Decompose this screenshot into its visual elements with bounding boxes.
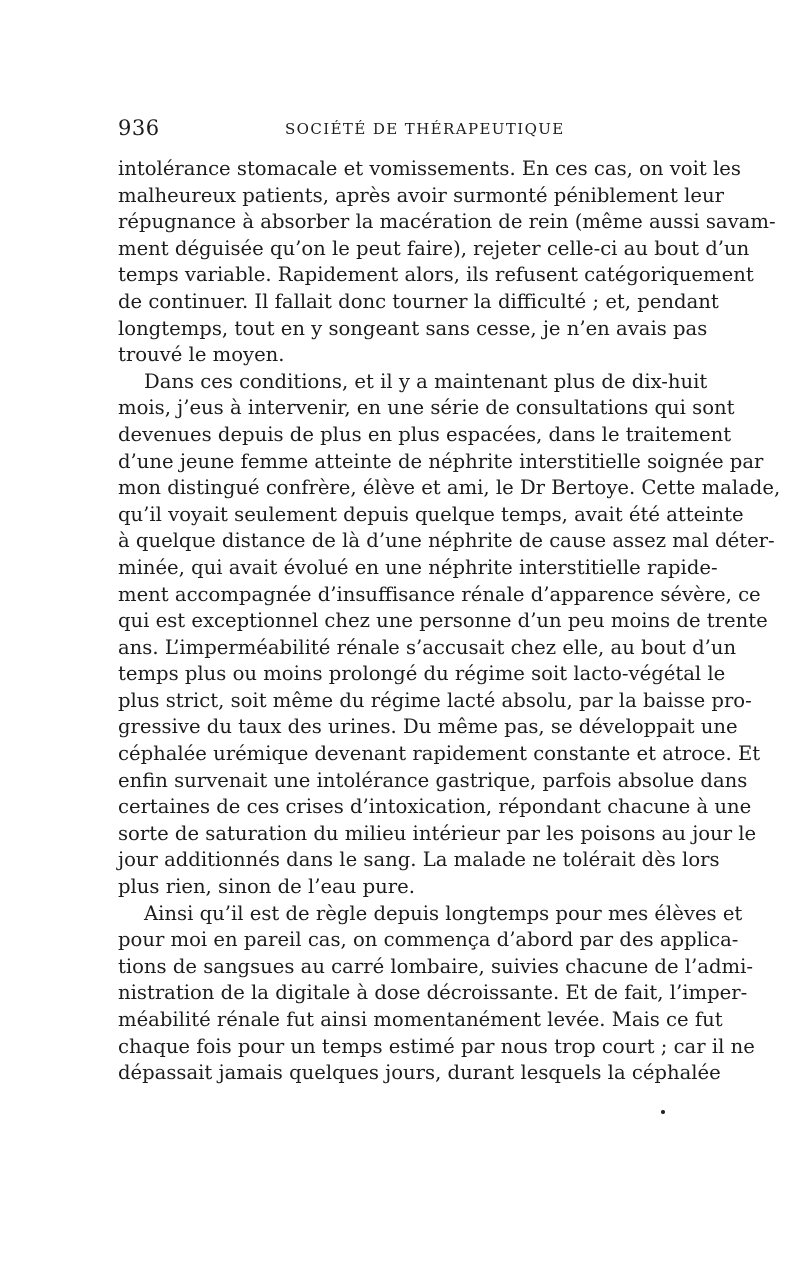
text-line: à quelque distance de là d’une néphrite de cause assez mal déter- <box>118 529 775 553</box>
text-line: ment accompagnée d’insuffisance rénale d’apparence sévère, ce <box>118 582 761 606</box>
text-line: nistration de la digitale à dose décroissante. Et de fait, l’imper- <box>118 981 748 1005</box>
text-line: ans. L’imperméabilité rénale s’accusait chez elle, au bout d’un <box>118 635 737 659</box>
paragraph-start-line: Dans ces conditions, et il y a maintenant plus de dix-huit <box>144 369 708 393</box>
text-line: méabilité rénale fut ainsi momentanément levée. Mais ce fut <box>118 1008 723 1031</box>
text-line: sorte de saturation du milieu intérieur par les poisons au jour le <box>118 821 757 845</box>
text-line: qui est exceptionnel chez une personne d’un peu moins de trente <box>118 609 768 633</box>
page-header <box>118 115 674 145</box>
text-line: mon distingué confrère, élève et ami, le Dr Bertoye. Cette malade, <box>118 476 781 500</box>
text-line: certaines de ces crises d’intoxication, répondant chacune à une <box>118 795 752 819</box>
text-line: gressive du taux des urines. Du même pas, se développait une <box>118 715 738 739</box>
text-line: chaque fois pour un temps estimé par nous trop court ; car il ne <box>118 1034 755 1058</box>
text-line: malheureux patients, après avoir surmonté péniblement leur <box>118 183 724 207</box>
text-line: minée, qui avait évolué en une néphrite interstitielle rapide- <box>118 555 718 579</box>
text-line: de continuer. Il fallait donc tourner la difficulté ; et, pendant <box>118 289 719 313</box>
page-number: 936 <box>118 116 160 140</box>
paragraph-end-line: trouvé le moyen. <box>118 343 285 367</box>
text-line: devenues depuis de plus en plus espacées, dans le traitement <box>118 422 732 446</box>
text-line: qu’il voyait seulement depuis quelque temps, avait été atteinte <box>118 502 744 526</box>
text-line: mois, j’eus à intervenir, en une série de consultations qui sont <box>118 396 735 420</box>
text-line: intolérance stomacale et vomissements. En ces cas, on voit les <box>118 157 741 180</box>
print-speck <box>661 1110 665 1114</box>
text-line: enfin survenait une intolérance gastrique, parfois absolue dans <box>118 768 748 792</box>
text-line: d’une jeune femme atteinte de néphrite interstitielle soignée par <box>118 449 764 473</box>
text-line: dépassait jamais quelques jours, durant lesquels la céphalée <box>118 1061 721 1085</box>
text-line: ment déguisée qu’on le peut faire), rejeter celle-ci au bout d’un <box>118 236 750 260</box>
text-line: tions de sangsues au carré lombaire, suivies chacune de l’admi- <box>118 954 753 978</box>
running-title: SOCIÉTÉ DE THÉRAPEUTIQUE <box>285 120 565 138</box>
paragraph-end-line: plus rien, sinon de l’eau pure. <box>118 875 415 899</box>
text-line: temps plus ou moins prolongé du régime soit lacto-végétal le <box>118 662 726 686</box>
text-line: plus strict, soit même du régime lacté absolu, par la baisse pro- <box>118 688 752 712</box>
text-line: temps variable. Rapidement alors, ils refusent catégoriquement <box>118 263 754 287</box>
text-line: céphalée urémique devenant rapidement constante et atroce. Et <box>118 742 761 766</box>
text-line: pour moi en pareil cas, on commença d’abord par des applica- <box>118 928 739 952</box>
text-line: jour additionnés dans le sang. La malade ne tolérait dès lors <box>118 848 720 872</box>
body-text <box>118 156 781 1087</box>
text-line: longtemps, tout en y songeant sans cesse, je n’en avais pas <box>118 316 708 340</box>
paragraph-start-line: Ainsi qu’il est de règle depuis longtemps pour mes élèves et <box>144 901 743 925</box>
text-line: répugnance à absorber la macération de rein (même aussi savam- <box>118 210 776 234</box>
